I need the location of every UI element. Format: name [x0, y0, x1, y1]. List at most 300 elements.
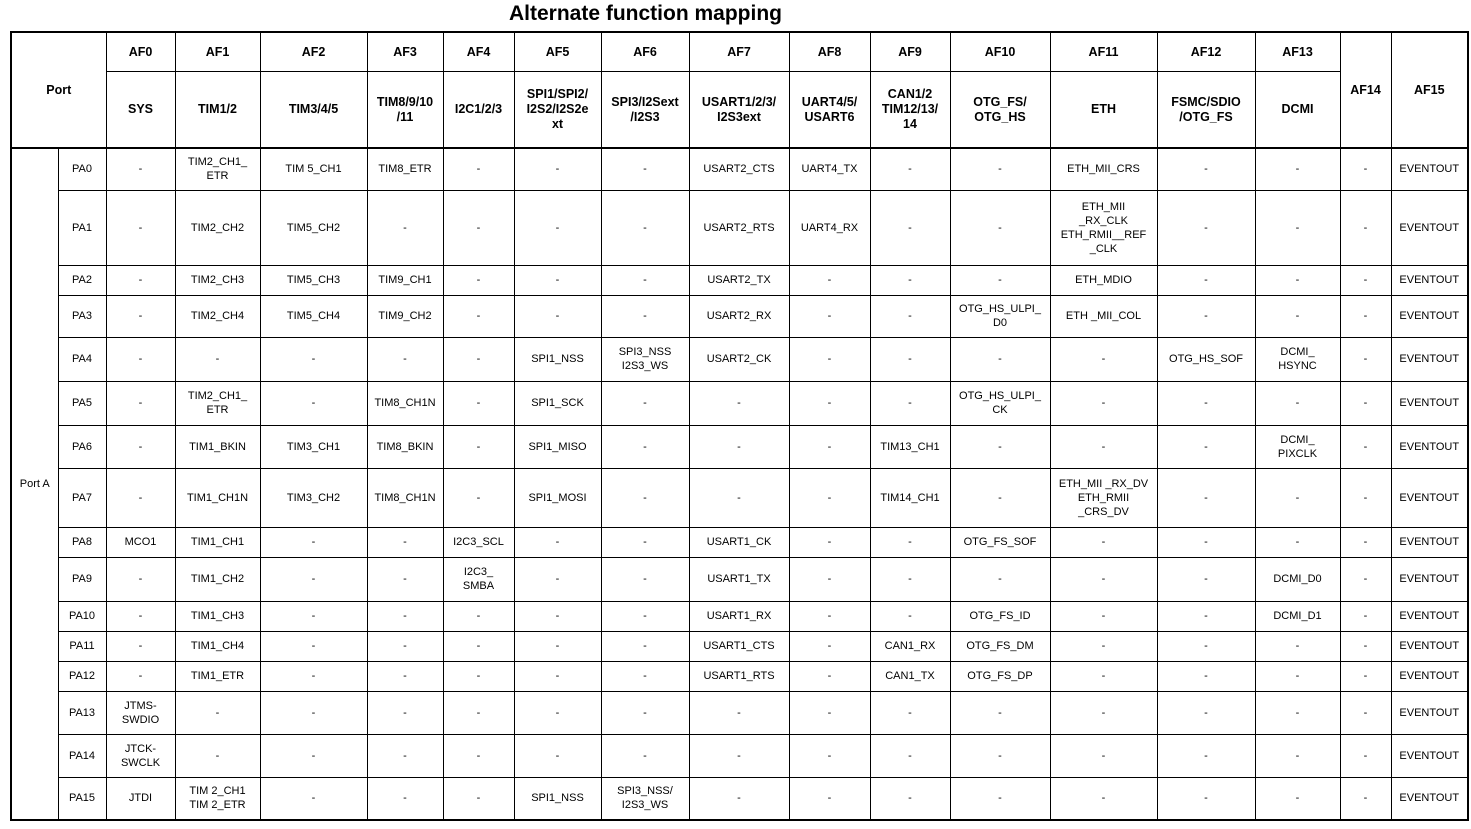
af-cell: - — [789, 777, 870, 820]
af-cell: ETH _MII_COL — [1050, 295, 1157, 337]
pin-name: PA6 — [58, 425, 106, 468]
af-cell: - — [1255, 661, 1340, 691]
af-cell: - — [367, 527, 443, 557]
af-cell: - — [1050, 557, 1157, 601]
af-cell: - — [367, 337, 443, 381]
af-cell: - — [789, 631, 870, 661]
af-cell: - — [514, 601, 601, 631]
port-column-header: Port — [11, 32, 106, 148]
table-row — [11, 527, 1468, 557]
af-cell: - — [1157, 381, 1255, 425]
af-function-header-af9: CAN1/2 TIM12/13/ 14 — [870, 72, 950, 149]
af-cell: - — [443, 190, 514, 265]
af-cell: - — [443, 148, 514, 190]
af-cell: EVENTOUT — [1391, 601, 1468, 631]
af-cell: - — [1050, 527, 1157, 557]
af-cell: SPI1_MOSI — [514, 468, 601, 527]
af-cell: - — [106, 425, 175, 468]
af-cell: - — [367, 557, 443, 601]
af-cell: - — [870, 691, 950, 734]
af-cell: - — [1157, 295, 1255, 337]
af-cell: - — [1157, 691, 1255, 734]
af-cell: UART4_RX — [789, 190, 870, 265]
af-cell: TIM2_CH1_ ETR — [175, 381, 260, 425]
af-cell: DCMI_D0 — [1255, 557, 1340, 601]
pin-name: PA15 — [58, 777, 106, 820]
af-cell: - — [514, 265, 601, 295]
af-cell: - — [1050, 425, 1157, 468]
af-cell: ETH_MII_CRS — [1050, 148, 1157, 190]
af-cell: - — [367, 777, 443, 820]
pin-name: PA4 — [58, 337, 106, 381]
af-cell: TIM2_CH1_ ETR — [175, 148, 260, 190]
af-header-af12: AF12 — [1157, 32, 1255, 72]
af-cell: - — [1340, 557, 1391, 601]
af-cell: - — [789, 601, 870, 631]
af-cell: - — [260, 631, 367, 661]
af-cell: TIM8_CH1N — [367, 468, 443, 527]
af-header-af11: AF11 — [1050, 32, 1157, 72]
pin-name: PA9 — [58, 557, 106, 601]
af-cell: - — [260, 661, 367, 691]
af-cell: - — [1157, 190, 1255, 265]
af-cell: - — [950, 734, 1050, 777]
af-cell: - — [950, 777, 1050, 820]
af-cell: OTG_HS_ULPI_ CK — [950, 381, 1050, 425]
table-row — [11, 557, 1468, 601]
af-cell: - — [367, 734, 443, 777]
af-cell: - — [601, 601, 689, 631]
af-cell: - — [443, 777, 514, 820]
af-cell: OTG_HS_ULPI_ D0 — [950, 295, 1050, 337]
af-cell: - — [106, 661, 175, 691]
table-row — [11, 295, 1468, 337]
af-cell: TIM1_ETR — [175, 661, 260, 691]
af-cell: - — [1255, 381, 1340, 425]
af-cell: DCMI_D1 — [1255, 601, 1340, 631]
af-cell: TIM5_CH4 — [260, 295, 367, 337]
af-cell: - — [601, 661, 689, 691]
af-cell: SPI1_NSS — [514, 777, 601, 820]
af-cell: - — [950, 425, 1050, 468]
af-cell: - — [1157, 631, 1255, 661]
af-cell: - — [1157, 425, 1255, 468]
af-cell: - — [870, 190, 950, 265]
table-row — [11, 734, 1468, 777]
af-cell: - — [1340, 661, 1391, 691]
af-cell: OTG_FS_DM — [950, 631, 1050, 661]
af-header-af3: AF3 — [367, 32, 443, 72]
af-cell: - — [443, 691, 514, 734]
af-cell: ETH_MII _RX_DV ETH_RMII _CRS_DV — [1050, 468, 1157, 527]
af-cell: TIM1_BKIN — [175, 425, 260, 468]
af-cell: ETH_MDIO — [1050, 265, 1157, 295]
af-cell: EVENTOUT — [1391, 425, 1468, 468]
af-cell: - — [689, 691, 789, 734]
af-cell: SPI3_NSS/ I2S3_WS — [601, 777, 689, 820]
af-header-af1: AF1 — [175, 32, 260, 72]
af-cell: - — [1050, 661, 1157, 691]
af-cell: - — [1050, 601, 1157, 631]
af-cell: - — [443, 468, 514, 527]
af-cell: - — [106, 190, 175, 265]
af-cell: EVENTOUT — [1391, 527, 1468, 557]
af-function-header-af13: DCMI — [1255, 72, 1340, 149]
af-cell: - — [260, 734, 367, 777]
af-cell: - — [1340, 148, 1391, 190]
af-cell: - — [870, 295, 950, 337]
af-cell: - — [514, 295, 601, 337]
af-cell: - — [1157, 527, 1255, 557]
af-cell: I2C3_ SMBA — [443, 557, 514, 601]
af-cell: - — [1340, 337, 1391, 381]
af-header-af10: AF10 — [950, 32, 1050, 72]
af-cell: EVENTOUT — [1391, 190, 1468, 265]
af-cell: - — [789, 691, 870, 734]
af-cell: CAN1_RX — [870, 631, 950, 661]
af-cell: - — [1255, 295, 1340, 337]
af-function-header-af12: FSMC/SDIO /OTG_FS — [1157, 72, 1255, 149]
af-cell: - — [514, 148, 601, 190]
af-header-af14: AF14 — [1340, 32, 1391, 148]
af-cell: SPI1_SCK — [514, 381, 601, 425]
af-cell: USART1_CK — [689, 527, 789, 557]
af-function-header-af1: TIM1/2 — [175, 72, 260, 149]
af-cell: - — [106, 381, 175, 425]
af-cell: - — [689, 425, 789, 468]
af-header-af13: AF13 — [1255, 32, 1340, 72]
af-cell: - — [789, 527, 870, 557]
af-cell: TIM5_CH2 — [260, 190, 367, 265]
af-cell: - — [789, 381, 870, 425]
af-cell: - — [870, 601, 950, 631]
af-cell: - — [106, 557, 175, 601]
af-cell: DCMI_ PIXCLK — [1255, 425, 1340, 468]
af-cell: - — [950, 557, 1050, 601]
af-cell: - — [870, 148, 950, 190]
af-cell: - — [1157, 557, 1255, 601]
af-cell: - — [106, 468, 175, 527]
af-cell: TIM 5_CH1 — [260, 148, 367, 190]
af-cell: - — [260, 381, 367, 425]
af-cell: - — [443, 734, 514, 777]
af-cell: - — [789, 734, 870, 777]
pin-name: PA11 — [58, 631, 106, 661]
table-row — [11, 425, 1468, 468]
af-cell: TIM3_CH1 — [260, 425, 367, 468]
af-function-header-af6: SPI3/I2Sext /I2S3 — [601, 72, 689, 149]
af-cell: - — [1255, 777, 1340, 820]
af-cell: TIM1_CH1 — [175, 527, 260, 557]
af-header-af5: AF5 — [514, 32, 601, 72]
pin-name: PA8 — [58, 527, 106, 557]
af-cell: - — [367, 631, 443, 661]
pin-name: PA5 — [58, 381, 106, 425]
af-cell: TIM8_CH1N — [367, 381, 443, 425]
af-cell: - — [367, 661, 443, 691]
af-cell: - — [789, 661, 870, 691]
af-cell: USART1_CTS — [689, 631, 789, 661]
af-header-af8: AF8 — [789, 32, 870, 72]
af-cell: - — [443, 295, 514, 337]
af-cell: EVENTOUT — [1391, 777, 1468, 820]
af-cell: - — [1340, 777, 1391, 820]
af-cell: - — [789, 337, 870, 381]
pin-name: PA13 — [58, 691, 106, 734]
af-cell: - — [367, 601, 443, 631]
af-header-af7: AF7 — [689, 32, 789, 72]
af-cell: - — [1340, 631, 1391, 661]
af-cell: OTG_HS_SOF — [1157, 337, 1255, 381]
af-cell: - — [601, 631, 689, 661]
af-cell: OTG_FS_ID — [950, 601, 1050, 631]
af-cell: - — [514, 631, 601, 661]
af-cell: - — [1050, 734, 1157, 777]
af-cell: - — [1340, 601, 1391, 631]
af-cell: - — [950, 265, 1050, 295]
af-cell: TIM1_CH2 — [175, 557, 260, 601]
af-cell: JTCK- SWCLK — [106, 734, 175, 777]
af-cell: - — [260, 777, 367, 820]
af-cell: TIM13_CH1 — [870, 425, 950, 468]
af-cell: - — [870, 527, 950, 557]
af-cell: TIM1_CH3 — [175, 601, 260, 631]
af-cell: TIM 2_CH1 TIM 2_ETR — [175, 777, 260, 820]
af-cell: - — [1157, 601, 1255, 631]
af-cell: OTG_FS_DP — [950, 661, 1050, 691]
af-cell: - — [870, 557, 950, 601]
af-cell: USART1_RTS — [689, 661, 789, 691]
af-cell: ETH_MII _RX_CLK ETH_RMII__REF _CLK — [1050, 190, 1157, 265]
af-function-header-af2: TIM3/4/5 — [260, 72, 367, 149]
pin-name: PA2 — [58, 265, 106, 295]
af-cell: - — [260, 691, 367, 734]
af-cell: - — [689, 777, 789, 820]
af-cell: EVENTOUT — [1391, 661, 1468, 691]
af-cell: - — [1157, 734, 1255, 777]
af-cell: - — [1050, 691, 1157, 734]
af-cell: - — [175, 691, 260, 734]
af-cell: - — [601, 190, 689, 265]
af-cell: EVENTOUT — [1391, 295, 1468, 337]
af-header-af0: AF0 — [106, 32, 175, 72]
af-cell: - — [1255, 190, 1340, 265]
af-cell: TIM2_CH3 — [175, 265, 260, 295]
af-cell: SPI1_NSS — [514, 337, 601, 381]
af-function-header-af5: SPI1/SPI2/ I2S2/I2S2e xt — [514, 72, 601, 149]
af-cell: - — [601, 734, 689, 777]
af-function-header-af7: USART1/2/3/ I2S3ext — [689, 72, 789, 149]
table-row — [11, 661, 1468, 691]
af-cell: - — [1050, 381, 1157, 425]
af-cell: - — [514, 190, 601, 265]
af-function-header-af8: UART4/5/ USART6 — [789, 72, 870, 149]
af-cell: - — [870, 777, 950, 820]
af-cell: - — [1255, 468, 1340, 527]
af-cell: TIM8_BKIN — [367, 425, 443, 468]
af-cell: - — [1255, 148, 1340, 190]
af-cell: EVENTOUT — [1391, 337, 1468, 381]
af-cell: - — [1255, 265, 1340, 295]
af-cell: - — [870, 337, 950, 381]
af-cell: EVENTOUT — [1391, 148, 1468, 190]
af-function-header-af11: ETH — [1050, 72, 1157, 149]
pin-name: PA7 — [58, 468, 106, 527]
af-cell: - — [601, 265, 689, 295]
pin-name: PA12 — [58, 661, 106, 691]
af-cell: EVENTOUT — [1391, 631, 1468, 661]
af-header-af4: AF4 — [443, 32, 514, 72]
port-group-label: Port A — [11, 148, 58, 820]
af-cell: TIM1_CH4 — [175, 631, 260, 661]
af-cell: - — [601, 148, 689, 190]
pin-name: PA10 — [58, 601, 106, 631]
af-cell: - — [950, 337, 1050, 381]
af-cell: - — [106, 631, 175, 661]
af-cell: - — [601, 468, 689, 527]
af-cell: - — [260, 601, 367, 631]
af-cell: - — [443, 661, 514, 691]
table-row — [11, 691, 1468, 734]
af-cell: - — [1050, 777, 1157, 820]
af-cell: - — [260, 527, 367, 557]
af-cell: - — [1157, 265, 1255, 295]
table-row — [11, 337, 1468, 381]
af-cell: - — [443, 265, 514, 295]
af-cell: - — [443, 425, 514, 468]
af-header-af15: AF15 — [1391, 32, 1468, 148]
af-cell: TIM1_CH1N — [175, 468, 260, 527]
af-cell: - — [367, 691, 443, 734]
af-cell: - — [789, 425, 870, 468]
af-cell: - — [1157, 661, 1255, 691]
af-cell: - — [514, 557, 601, 601]
af-cell: - — [1157, 468, 1255, 527]
af-cell: DCMI_ HSYNC — [1255, 337, 1340, 381]
af-cell: - — [950, 691, 1050, 734]
af-cell: - — [106, 337, 175, 381]
af-cell: - — [1050, 337, 1157, 381]
af-cell: - — [950, 468, 1050, 527]
table-row — [11, 468, 1468, 527]
af-cell: - — [1255, 631, 1340, 661]
af-cell: - — [601, 425, 689, 468]
af-cell: - — [1340, 734, 1391, 777]
af-cell: SPI1_MISO — [514, 425, 601, 468]
af-cell: TIM8_ETR — [367, 148, 443, 190]
af-cell: - — [514, 527, 601, 557]
af-cell: SPI3_NSS I2S3_WS — [601, 337, 689, 381]
af-cell: TIM9_CH2 — [367, 295, 443, 337]
af-cell: - — [870, 265, 950, 295]
af-cell: - — [1157, 777, 1255, 820]
af-cell: - — [443, 381, 514, 425]
af-cell: - — [789, 295, 870, 337]
af-cell: EVENTOUT — [1391, 734, 1468, 777]
af-cell: - — [601, 691, 689, 734]
af-header-af2: AF2 — [260, 32, 367, 72]
af-cell: - — [601, 557, 689, 601]
af-cell: - — [1340, 468, 1391, 527]
af-cell: - — [367, 190, 443, 265]
af-cell: - — [601, 295, 689, 337]
af-cell: USART2_RTS — [689, 190, 789, 265]
af-header-af9: AF9 — [870, 32, 950, 72]
table-row — [11, 148, 1468, 190]
af-cell: - — [1340, 425, 1391, 468]
table-row — [11, 777, 1468, 820]
af-cell: TIM14_CH1 — [870, 468, 950, 527]
af-cell: - — [175, 337, 260, 381]
af-cell: - — [870, 381, 950, 425]
af-cell: - — [1340, 527, 1391, 557]
af-cell: TIM5_CH3 — [260, 265, 367, 295]
af-cell: USART2_RX — [689, 295, 789, 337]
table-row — [11, 190, 1468, 265]
af-cell: TIM3_CH2 — [260, 468, 367, 527]
af-cell: - — [1157, 148, 1255, 190]
af-cell: - — [106, 148, 175, 190]
pin-name: PA14 — [58, 734, 106, 777]
af-cell: - — [1340, 265, 1391, 295]
af-function-header-af0: SYS — [106, 72, 175, 149]
af-cell: - — [1340, 691, 1391, 734]
af-cell: USART2_TX — [689, 265, 789, 295]
af-cell: - — [1255, 527, 1340, 557]
pin-name: PA3 — [58, 295, 106, 337]
af-cell: - — [1050, 631, 1157, 661]
af-cell: TIM9_CH1 — [367, 265, 443, 295]
af-cell: - — [1340, 381, 1391, 425]
af-cell: USART1_RX — [689, 601, 789, 631]
af-cell: - — [1340, 190, 1391, 265]
af-cell: - — [689, 468, 789, 527]
af-cell: - — [443, 337, 514, 381]
page-title: Alternate function mapping — [509, 2, 782, 25]
af-cell: - — [789, 468, 870, 527]
af-cell: - — [1255, 691, 1340, 734]
af-cell: I2C3_SCL — [443, 527, 514, 557]
af-cell: - — [514, 691, 601, 734]
af-cell: - — [601, 381, 689, 425]
table-row — [11, 381, 1468, 425]
table-row — [11, 631, 1468, 661]
af-function-header-af4: I2C1/2/3 — [443, 72, 514, 149]
af-function-header-af3: TIM8/9/10 /11 — [367, 72, 443, 149]
af-cell: - — [106, 601, 175, 631]
af-cell: TIM2_CH4 — [175, 295, 260, 337]
af-cell: USART2_CK — [689, 337, 789, 381]
af-cell: EVENTOUT — [1391, 381, 1468, 425]
af-cell: TIM2_CH2 — [175, 190, 260, 265]
af-cell: - — [514, 734, 601, 777]
af-cell: EVENTOUT — [1391, 691, 1468, 734]
af-cell: - — [789, 557, 870, 601]
af-cell: - — [689, 381, 789, 425]
af-cell: - — [789, 265, 870, 295]
af-cell: JTDI — [106, 777, 175, 820]
af-mapping-table — [10, 31, 1469, 821]
af-cell: OTG_FS_SOF — [950, 527, 1050, 557]
af-cell: - — [106, 265, 175, 295]
af-cell: - — [443, 631, 514, 661]
af-cell: CAN1_TX — [870, 661, 950, 691]
af-cell: - — [260, 337, 367, 381]
af-cell: EVENTOUT — [1391, 557, 1468, 601]
table-row — [11, 265, 1468, 295]
af-cell: - — [870, 734, 950, 777]
af-cell: - — [950, 148, 1050, 190]
